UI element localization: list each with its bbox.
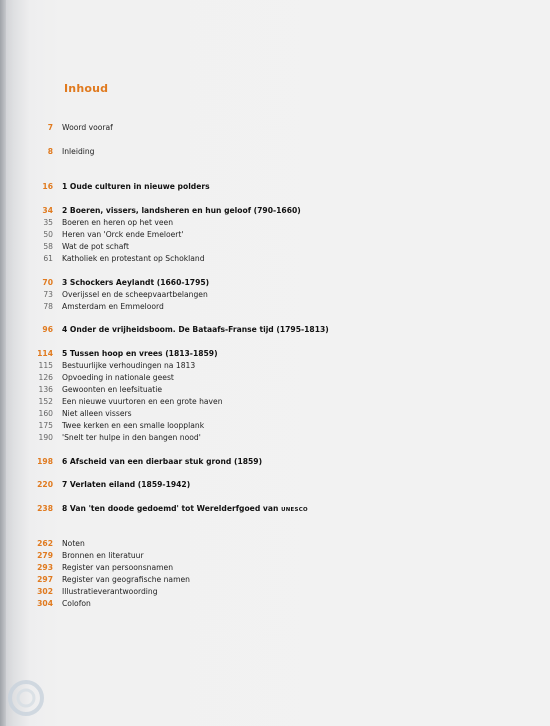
toc-page-number: 126 — [38, 373, 53, 382]
toc-entry-text: 6 Afscheid van een dierbaar stuk grond (1859) — [62, 457, 263, 466]
toc-page-number: 7 — [47, 123, 53, 132]
toc-entry-text: Colofon — [62, 599, 91, 608]
toc-page-number: 73 — [43, 290, 53, 299]
toc-entry-title — [62, 348, 218, 360]
book-spine-shadow — [0, 0, 6, 726]
toc-entry-suffix: UNESCO — [281, 507, 308, 513]
toc-entry-text: Een nieuwe vuurtoren en een grote haven — [62, 397, 223, 406]
toc-page-number: 70 — [42, 278, 53, 287]
toc-entry-title — [62, 408, 132, 420]
toc-entry-title — [62, 277, 209, 289]
toc-entry-text: Bestuurlijke verhoudingen na 1813 — [62, 361, 196, 370]
toc-page-number: 302 — [37, 587, 53, 596]
toc-entry-text: 1 Oude culturen in nieuwe polders — [62, 182, 210, 191]
toc-page-number: 16 — [42, 182, 53, 191]
toc-entry-text: 3 Schockers Aeylandt (1660-1795) — [62, 278, 210, 287]
toc-page-number: 58 — [43, 242, 53, 251]
toc-entry-title — [62, 253, 205, 265]
toc-entry-text: 2 Boeren, vissers, landsheren en hun geloof (790-1660) — [62, 206, 301, 215]
toc-entry-text: Katholiek en protestant op Schokland — [62, 254, 205, 263]
toc-entry-text: 5 Tussen hoop en vrees (1813-1859) — [62, 349, 218, 358]
toc-entry-title — [62, 538, 85, 550]
toc-entry-text: Noten — [62, 539, 85, 548]
toc-entry-title — [62, 122, 113, 134]
toc-entry-text: Inleiding — [62, 147, 95, 156]
toc-entry-title — [62, 503, 308, 516]
toc-entry-title — [62, 205, 301, 217]
toc-entry-text: Twee kerken en een smalle loopplank — [62, 421, 205, 430]
toc-entry-title — [62, 301, 164, 313]
toc-entry-title — [62, 289, 208, 301]
toc-entry-text: Register van persoonsnamen — [62, 563, 174, 572]
toc-entry-title — [62, 456, 262, 468]
toc-entry-text: 'Snelt ter hulpe in den bangen nood' — [62, 433, 201, 442]
toc-page-number: 304 — [37, 599, 53, 608]
toc-entry-text: 7 Verlaten eiland (1859-1942) — [62, 480, 191, 489]
toc-page-number: 262 — [37, 539, 53, 548]
toc-entry-text: Heren van 'Orck ende Emeloert' — [62, 230, 184, 239]
toc-entry-text: Register van geografische namen — [62, 575, 190, 584]
toc-page-number: 114 — [37, 349, 53, 358]
toc-page-number: 34 — [42, 206, 53, 215]
toc-entry-title — [62, 396, 223, 408]
toc-page-number: 293 — [37, 563, 53, 572]
toc-page-number: 78 — [43, 302, 53, 311]
toc-page-number: 96 — [42, 325, 53, 334]
toc-entry-title — [62, 241, 129, 253]
toc-entry-title — [62, 420, 204, 432]
toc-page-number: 136 — [38, 385, 53, 394]
toc-entry-title — [62, 181, 210, 193]
toc-entry-title — [62, 598, 91, 610]
page-title: Inhoud — [64, 82, 109, 95]
toc-entry-text: Niet alleen vissers — [62, 409, 132, 418]
toc-entry-text: Boeren en heren op het veen — [62, 218, 174, 227]
toc-page-number: 8 — [47, 147, 53, 156]
toc-entry-title — [62, 586, 158, 598]
toc-entry-title — [62, 372, 174, 384]
toc-entry-title — [62, 324, 329, 336]
toc-page-number: 238 — [37, 504, 53, 513]
toc-entry-title — [62, 432, 201, 444]
toc-entry-text: Wat de pot schaft — [62, 242, 129, 251]
toc-entry-text: Woord vooraf — [62, 123, 113, 132]
toc-page-number: 61 — [43, 254, 53, 263]
watermark-logo-icon — [4, 676, 48, 720]
toc-page-number: 190 — [38, 433, 53, 442]
toc-entry-title — [62, 146, 95, 158]
toc-entry-title — [62, 384, 162, 396]
toc-entry-text: Amsterdam en Emmeloord — [62, 302, 164, 311]
toc-entry-text: Illustratieverantwoording — [62, 587, 158, 596]
toc-page-number: 160 — [38, 409, 53, 418]
toc-entry-text: 4 Onder de vrijheidsboom. De Bataafs-Franse tijd (1795-1813) — [62, 325, 329, 334]
toc-entry-title — [62, 550, 144, 562]
toc-entry-title — [62, 479, 190, 491]
toc-page-number: 50 — [43, 230, 53, 239]
toc-entry-text: Overijssel en de scheepvaartbelangen — [62, 290, 208, 299]
toc-entry-title — [62, 574, 190, 586]
toc-entry-title — [62, 217, 173, 229]
toc-page-number: 175 — [38, 421, 53, 430]
toc-page-number: 35 — [43, 218, 53, 227]
toc-entry-text: Opvoeding in nationale geest — [62, 373, 174, 382]
toc-entry-title — [62, 562, 173, 574]
toc-entry-text: Bronnen en literatuur — [62, 551, 144, 560]
toc-entry-title — [62, 360, 195, 372]
toc-page-number: 297 — [37, 575, 53, 584]
toc-page-number: 152 — [38, 397, 53, 406]
toc-entry-text: 8 Van 'ten doode gedoemd' tot Werelderfgoed van — [62, 504, 279, 513]
toc-entry-title — [62, 229, 184, 241]
toc-page-number: 279 — [37, 551, 53, 560]
toc-page-number: 115 — [38, 361, 53, 370]
toc-page-number: 220 — [37, 480, 53, 489]
toc-page-number: 198 — [37, 457, 53, 466]
toc-entry-text: Gewoonten en leefsituatie — [62, 385, 163, 394]
